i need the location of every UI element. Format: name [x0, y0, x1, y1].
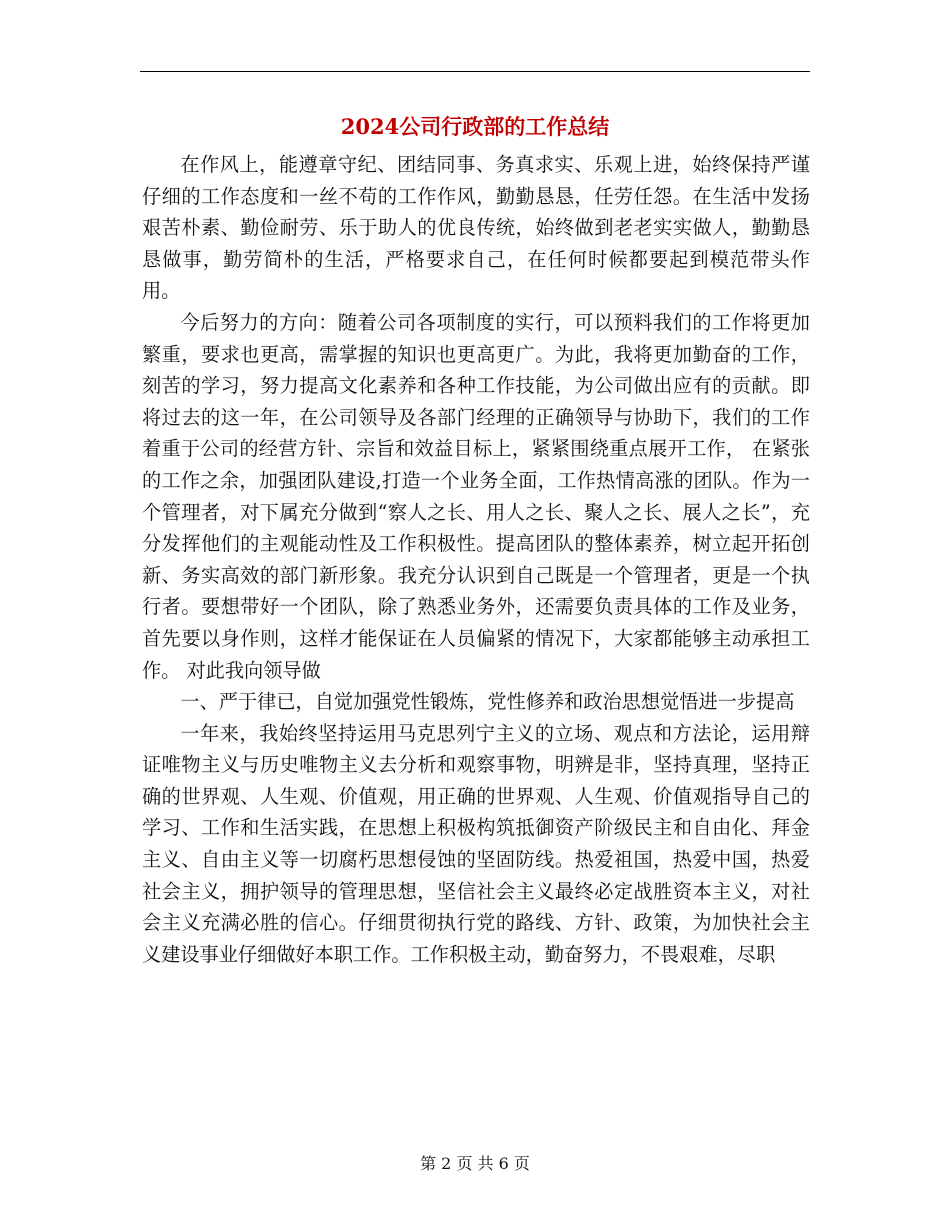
page-number-footer: 第 2 页 共 6 页	[420, 1154, 530, 1173]
paragraph-future-direction: 今后努力的方向：随着公司各项制度的实行，可以预料我们的工作将更加繁重，要求也更高，需掌握的知识也更高更广。为此，我将更加勤奋的工作，刻苦的学习，努力提高文化素养和各种工作技能，为公司做出应有的贡献。即将过去的这一年，在公司领导及各部门经理的正确领导与协助下，我们的工作着重于公司的经营方针、宗旨和效益目标上，紧紧围绕重点展开工作， 在紧张的工作之余，加强团队建设,打造一个业务全面，工作热情高涨的团队。作为一个管理者，对下属充分做到“察人之长、用人之长、聚人之长、展人之长”，充分发挥他们的主观能动性及工作积极性。提高团队的整体素养，树立起开拓创新、务实高效的部门新形象。我充分认识到自己既是一个管理者，更是一个执行者。要想带好一个团队，除了熟悉业务外，还需要负责具体的工作及业务，首先要以身作则，这样才能保证在人员偏紧的情况下，大家都能够主动承担工作。 对此我向领导做	[142, 310, 810, 682]
document-body	[142, 149, 810, 970]
paragraph-work-style: 在作风上，能遵章守纪、团结同事、务真求实、乐观上进，始终保持严谨仔细的工作态度和一丝不苟的工作作风，勤勤恳恳，任劳任怨。在生活中发扬艰苦朴素、勤俭耐劳、乐于助人的优良传统，始终做到老老实实做人，勤勤恳恳做事，勤劳简朴的生活，严格要求自己，在任何时候都要起到模范带头作用。	[142, 153, 810, 303]
document-title: 2024公司行政部的工作总结	[340, 114, 610, 139]
paragraph-section-heading: 一、严于律已，自觉加强党性锻炼，党性修养和政治思想觉悟进一步提高	[180, 690, 795, 714]
header-rule	[140, 71, 810, 72]
paragraph-political-study: 一年来，我始终坚持运用马克思列宁主义的立场、观点和方法论，运用辩证唯物主义与历史唯物主义去分析和观察事物，明辨是非，坚持真理，坚持正确的世界观、人生观、价值观，用正确的世界观、人生观、价值观指导自己的学习、工作和生活实践，在思想上积极构筑抵御资产阶级民主和自由化、拜金主义、自由主义等一切腐朽思想侵蚀的坚固防线。热爱祖国，热爱中国，热爱社会主义，拥护领导的管理思想，坚信社会主义最终必定战胜资本主义，对社会主义充满必胜的信心。仔细贯彻执行党的路线、方针、政策，为加快社会主义建设事业仔细做好本职工作。工作积极主动，勤奋努力，不畏艰难，尽职	[142, 721, 810, 966]
